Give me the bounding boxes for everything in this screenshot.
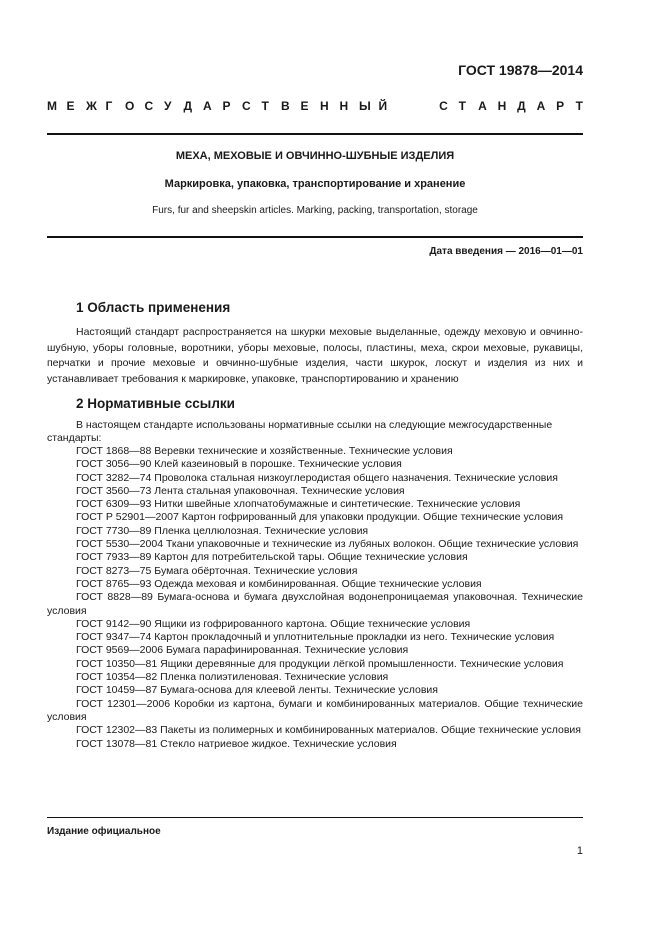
banner-letter: Д [183,99,193,113]
reference-item: ГОСТ 9347—74 Картон прокладочный и уплотнительные прокладки из него. Технические условия [76,631,555,644]
standard-word [439,99,583,113]
document-title: МЕХА, МЕХОВЫЕ И ОВЧИННО-ШУБНЫЕ ИЗДЕЛИЯ [175,150,455,162]
banner-letter: Н [320,99,329,113]
reference-item: ГОСТ 8828—89 Бумага-основа и бумага двухслойная водонепроницаемая упаковочная. Технические условия [47,591,583,617]
header-rule [47,133,583,135]
reference-list [47,445,583,751]
introduction-date: Дата введения — 2016—01—01 [429,246,583,257]
reference-item: ГОСТ 3056—90 Клей казеиновый в порошке. Технические условия [76,458,402,471]
reference-item: ГОСТ 8765—93 Одежда меховая и комбинированная. Общие технические условия [76,577,482,590]
reference-item: ГОСТ 9569—2006 Бумага парафинированная. Технические условия [76,644,409,657]
reference-item: ГОСТ Р 52901—2007 Картон гофрированный для упаковки продукции. Общие технические условия [76,511,564,524]
section-1-heading: 1 Область применения [76,300,231,315]
section-2-intro: В настоящем стандарте использованы нормативные ссылки на следующие межгосударственные стандарты: [47,419,553,445]
banner-letter: У [164,99,172,113]
banner-letter: Т [261,99,269,113]
title-rule [47,236,583,238]
section-1-body [47,325,583,387]
reference-item: ГОСТ 1868—88 Веревки технические и хозяйственные. Технические условия [76,445,453,457]
english-title: Furs, fur and sheepskin articles. Marking, packing, transportation, storage [152,205,478,216]
banner-letter: Г [105,99,113,113]
document-subtitle: Маркировка, упаковка, транспортирование и хранение [164,178,466,190]
reference-item: ГОСТ 13078—81 Стекло натриевое жидкое. Технические условия [76,737,397,750]
banner-letter: Р [556,99,565,113]
section-2-heading: 2 Нормативные ссылки [76,396,235,411]
section-2-intro-block [47,419,583,446]
banner-letter: А [536,99,546,113]
banner-letter: Ж [86,99,97,113]
reference-item: ГОСТ 7730—89 Пленка целлюлозная. Технические условия [76,524,369,537]
footer-rule [47,817,583,818]
reference-item: ГОСТ 3282—74 Проволока стальная низкоуглеродистая общего назначения. Технические условия [76,471,558,484]
interstate-word [47,99,398,113]
reference-item: ГОСТ 3560—73 Лента стальная упаковочная. Технические условия [76,484,405,497]
banner-letter: Е [300,99,309,113]
reference-item: ГОСТ 5530—2004 Ткани упаковочные и технические из лубяных волокон. Общие технические условия [76,538,579,551]
reference-item: ГОСТ 8273—75 Бумага обёрточная. Технические условия [76,564,358,577]
banner-letter: А [203,99,212,113]
banner-letter: Т [458,99,466,113]
banner-letter: А [478,99,487,113]
reference-item: ГОСТ 9142—90 Ящики из гофрированного картона. Общие технические условия [76,617,471,630]
banner-letter: О [125,99,135,113]
banner-letter: С [439,99,448,113]
banner-letter: Е [66,99,75,113]
banner-letter: Т [575,99,583,113]
banner-letter: В [281,99,290,113]
banner-letter: Р [222,99,231,113]
official-edition-label: Издание официальное [47,826,161,837]
reference-item: ГОСТ 10459—87 Бумага-основа для клеевой ленты. Технические условия [76,684,438,697]
reference-item: ГОСТ 10350—81 Ящики деревянные для продукции лёгкой промышленности. Технические условия [76,657,564,670]
banner-letter: М [47,99,57,113]
reference-item: ГОСТ 12301—2006 Коробки из картона, бумаги и комбинированных материалов. Общие технические условия [47,697,583,723]
banner-letter: С [144,99,154,113]
reference-item: ГОСТ 7933—89 Картон для потребительской тары. Общие технические условия [76,551,468,564]
banner-letter: С [242,99,251,113]
banner-letter: Н [339,99,349,113]
banner-letter: Д [517,99,526,113]
interstate-standard-banner [47,99,583,113]
banner-letter: Ы [359,99,371,113]
banner-letter: Н [497,99,507,113]
section-1-text: Настоящий стандарт распространяется на шкурки меховые выделанные, одежду меховую и овчинно-шубную, уборы головные, воротники, уборы меховые, полосы, пластины, меха, скрои меховые, рукавицы, перчатки и прочие меховые и овчинно-шубные изделия, части шкурок, лоскут и изделия из них и устанавливает требования к маркировке, упаковке, транспортированию и хранению [47,326,583,385]
document-code: ГОСТ 19878—2014 [458,62,583,78]
reference-item: ГОСТ 12302—83 Пакеты из полимерных и комбинированных материалов. Общие технические условия [76,724,581,737]
reference-item: ГОСТ 10354—82 Пленка полиэтиленовая. Технические условия [76,671,389,684]
banner-letter: Й [378,99,388,113]
page-number: 1 [576,845,583,857]
reference-item: ГОСТ 6309—93 Нитки швейные хлопчатобумажные и синтетические. Технические условия [76,498,521,511]
